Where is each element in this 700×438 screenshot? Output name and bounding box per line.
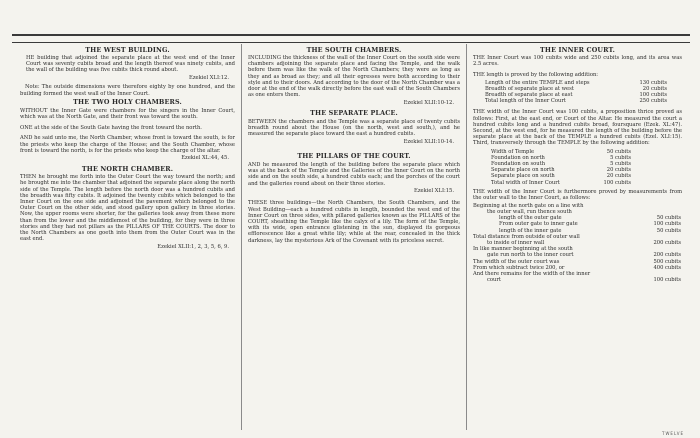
paragraph: THE width of the Inner Court is furthermore proved by measurements from the outer wall to the Inner Court, as follows:	[473, 188, 682, 202]
table-cell-label: From which subtract twice 200, or	[473, 264, 565, 271]
table-cell-value: 50 cubits	[656, 227, 681, 234]
section-title-south-chambers: THE SOUTH CHAMBERS.	[306, 45, 402, 54]
table-cell-label: Separate place on south	[491, 173, 555, 180]
table-cell-label: Total width of Inner Court	[491, 179, 560, 186]
outer-wall-measurement-table	[473, 203, 681, 284]
paragraph: THE width of the Inner Court was 100 cubits, a proposition thrice proved as follows: First, at the east end, or Court of the Altar. He measured the court a hundred cubits long and a hundred cubits broad, foursquare (Ezek. XL:47). Second, at the west end, for he measured the length of the building before the separate place at the back of the TEMPLE a hundred cubits (Ezel. XLI:15). Third, transversely through the TEMPLE by the following addition:	[473, 109, 682, 147]
column-left	[14, 44, 241, 430]
paragraph: BETWEEN the chambers and the Temple was a separate place of twenty cubits breadth round about the House (on the north, west and south,), and he measured the separate place toward the east a hundred cubits.	[248, 118, 460, 138]
paragraph: THEN he brought me forth into the Outer Court the way toward the north; and he brought me into the chamber that adjoined the separate place along the north side of the Temple. The length before the north door was a hundred cubits and the breadth was fifty cubits. It adjoined the twenty cubits which belonged to the Inner Court on the one side and adjoined the pavement which belonged to the Outer Court on the other side, and stood gallery upon gallery in three stories. Now, the upper rooms were shorter, for the galleries took away from these more than from the lower and the middlemost of the building, for they were in three stories and they had not pillars as the PILLARS OF THE COURTS. The door to the North Chambers as one goeth into them from the Outer Court was in the east end.	[20, 174, 235, 243]
paragraph: HE building that adjoined the separate place at the west end of the Inner Court was seventy cubits broad and the length thereof was ninety cubits, and the wall of the building was five cubits thick round about.	[26, 55, 235, 74]
page-number-footer: TWELVE	[662, 431, 684, 436]
table-cell-value: 100 cubits	[639, 92, 667, 99]
section-title-inner-court: THE INNER COURT.	[540, 45, 615, 54]
table-cell-label: Beginning at the north gate on a line with	[473, 202, 584, 209]
scripture-reference: Ezekiel XL:44, 45.	[181, 155, 229, 162]
paragraph: THE Inner Court was 100 cubits wide and 250 cubits long, and its area was 2.5 acres.	[473, 55, 682, 68]
scripture-reference: Ezekiel XLI:12.	[189, 75, 229, 82]
paragraph: ONE at the side of the South Gate having the front toward the north.	[20, 124, 202, 131]
table-cell-value: 5 cubits	[610, 161, 631, 168]
table-cell-value: 5 cubits	[610, 154, 631, 161]
table-cell-label: Foundation on north	[491, 154, 545, 161]
table-cell-label: court	[487, 277, 501, 284]
section-title-two-holy-chambers: THE TWO HOLY CHAMBERS.	[73, 98, 182, 107]
table-cell-value: 250 cubits	[639, 98, 667, 105]
top-double-rule	[12, 34, 690, 43]
table-row	[485, 80, 667, 86]
table-cell-label: length of the inner gate	[499, 227, 562, 234]
paragraph: INCLUDING the thickness of the wall of the Inner Court on the south side were chambers adjoining the separate place and facing the Temple, and the walk before them was like the walk of the North Chambers; they were as long as they and as broad as they; and all their egresses were both according to their style and to their doors. And according to the door of the North Chamber was a door at the end of the walk directly before the east wall of the South Chambers as one enters them.	[248, 55, 460, 99]
table-cell-value: 20 cubits	[642, 85, 667, 92]
table-row	[473, 277, 681, 283]
width-measurement-table	[491, 149, 631, 186]
paragraph: AND he measured the length of the building before the separate place which was at the back of the Temple and the Galleries of the Inner Court on the north side and on the south side, a hundred cubits each; and the porches of the court and the galleries round about on their three stories.	[248, 161, 460, 187]
table-cell-value: 20 cubits	[606, 173, 631, 180]
table-cell-value: 50 cubits	[606, 148, 631, 155]
column-middle	[241, 44, 467, 430]
scripture-reference: Ezekiel XLII:10-14.	[403, 138, 454, 145]
paragraph: THESE three buildings—the North Chambers, the South Chambers, and the West Building—each a hundred cubits in length, bounded the west end of the Inner Court on three sides, with pillared galleries known as the PILLARS of the COURT, sheathing the Temple like the calyx of a lily. The form of the Temple, with its wide, open entrance glistening in the sun, displayed its gorgeous efflorescence like a great white lily; while at the rear, concealed in the thick darkness, lay the mysterious Ark of the Covenant with its priceless secret.	[248, 200, 460, 244]
table-cell-label: Breadth of separate place at east	[485, 92, 573, 99]
section-title-separate-place: THE SEPARATE PLACE.	[310, 109, 398, 118]
table-cell-label: Total distance from outside of outer wall	[473, 233, 580, 240]
table-cell-label: to inside of inner wall	[487, 239, 545, 246]
table-row	[485, 98, 667, 104]
table-cell-value: 200 cubits	[653, 252, 681, 259]
table-cell-label: Breadth of separate place at west	[485, 85, 574, 92]
table-cell-value: 100 cubits	[653, 277, 681, 284]
table-cell-label: the outer wall, run thence south	[487, 208, 572, 215]
table-cell-label: Length of the entire TEMPLE and steps	[485, 79, 590, 86]
paragraph: WITHOUT the Inner Gate were chambers for the singers in the Inner Court, which was at the North Gate, and their front was toward the south.	[20, 107, 235, 120]
table-cell-label: In like manner beginning at the south	[473, 246, 573, 253]
paragraph: AND he said unto me, the North Chamber, whose front is toward the south, is for the priests who keep the charge of the House; and the South Chamber, whose front is toward the north, is for the priests who keep the charge of the altar.	[20, 135, 235, 154]
scripture-reference: Ezekiel XLI:15.	[414, 188, 454, 195]
scripture-reference: Ezekiel XLII:1, 2, 3, 5, 6, 9.	[157, 243, 229, 250]
table-cell-value: 20 cubits	[606, 167, 631, 174]
section-title-west-building: THE WEST BUILDING.	[85, 45, 170, 54]
table-cell-label: And there remains for the width of the inner	[473, 271, 591, 277]
table-cell-label: From outer gate to inner gate	[499, 221, 578, 228]
table-cell-value: 500 cubits	[653, 258, 681, 265]
three-column-layout	[14, 44, 688, 430]
table-cell-value: 130 cubits	[639, 79, 667, 86]
section-title-north-chamber: THE NORTH CHAMBER.	[81, 164, 174, 173]
table-cell-value: 100 cubits	[653, 221, 681, 228]
length-measurement-table	[485, 80, 667, 105]
table-cell-label: The width of the outer court was	[473, 258, 560, 265]
paragraph: THE length is proved by the following addition:	[473, 71, 599, 78]
column-right	[467, 44, 688, 430]
table-cell-label: Foundation on south	[491, 161, 546, 168]
table-cell-label: Width of Temple	[491, 148, 535, 155]
table-cell-value: 100 cubits	[603, 179, 631, 186]
table-cell-value: 400 cubits	[653, 264, 681, 271]
table-cell-label: length of the outer gate	[499, 215, 562, 222]
note-paragraph: Note: The outside dimensions were therefore eighty by one hundred, and the building formed the west wall of the Inner Court.	[20, 84, 235, 97]
table-cell-value: 50 cubits	[656, 215, 681, 222]
section-title-pillars-of-court: THE PILLARS OF THE COURT.	[297, 152, 411, 161]
table-row	[491, 180, 631, 186]
table-cell-label: Total length of the Inner Court	[485, 98, 566, 105]
table-cell-label: Separate place on north	[491, 167, 555, 174]
scripture-reference: Ezekiel XLII:10-12.	[403, 99, 454, 106]
table-cell-label: gate run north to the inner court	[487, 252, 574, 259]
table-cell-value: 200 cubits	[653, 239, 681, 246]
